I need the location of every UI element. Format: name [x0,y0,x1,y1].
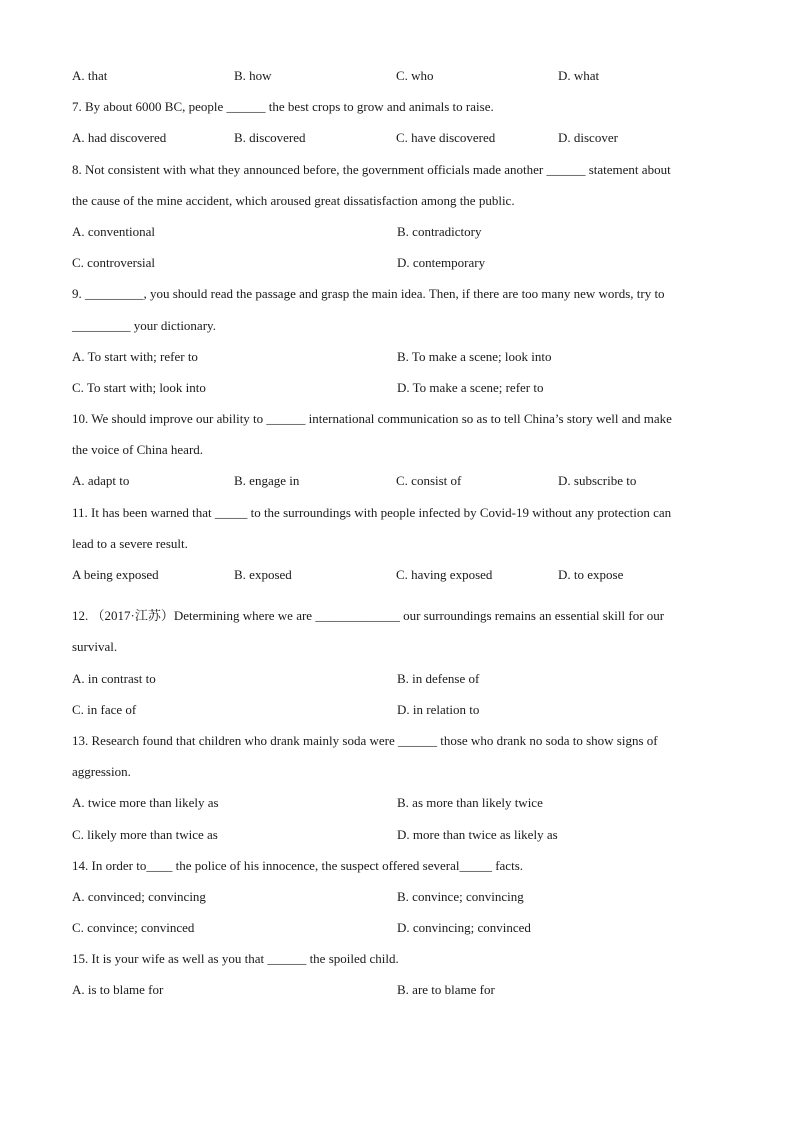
option-row [72,663,732,694]
option-row [72,372,732,403]
question-q10 [72,403,732,497]
option-row [72,787,732,818]
question-q12 [72,590,732,725]
answer-option: C. have discovered [396,130,496,146]
question-stem-line: 8. Not consistent with what they announced before, the government officials made another ______ statement about [72,161,671,177]
answer-option: A. is to blame for [72,982,164,998]
option-row [72,216,732,247]
answer-option: A. conventional [72,223,156,239]
answer-option: B. are to blame for [397,982,495,998]
answer-option: D. To make a scene; refer to [397,379,544,395]
question-stem-line: survival. [72,639,118,655]
answer-option: A. had discovered [72,130,167,146]
answer-option: B. To make a scene; look into [397,348,552,364]
question-stem-line: 11. It has been warned that _____ to the surroundings with people infected by Covid-19 without any protection can [72,504,672,520]
question-q13 [72,725,732,850]
answer-option: A. To start with; refer to [72,348,198,364]
question-stem-line: 13. Research found that children who drank mainly soda were ______ those who drank no soda to show signs of [72,732,658,748]
answer-option: D. discover [558,130,618,146]
answer-option: A. convinced; convincing [72,888,206,904]
answer-option: C. convince; convinced [72,920,195,936]
question-stem-line: 14. In order to____ the police of his innocence, the suspect offered several_____ facts. [72,857,524,873]
option-row [72,819,732,850]
option-row [72,974,732,1005]
question-stem-line: _________ your dictionary. [72,317,216,333]
question-q14 [72,850,732,944]
answer-option: D. what [558,68,600,83]
answer-option: D. contemporary [397,255,486,271]
answer-option: A. adapt to [72,473,130,489]
question-stem-line: the voice of China heard. [72,442,204,458]
option-row [72,559,732,590]
answer-option: C. likely more than twice as [72,826,218,842]
answer-option: B. engage in [234,473,300,489]
option-row [72,694,732,725]
answer-option: C. in face of [72,701,137,717]
answer-option: B. exposed [234,567,292,582]
answer-option: B. contradictory [397,223,482,239]
answer-option: B. in defense of [397,670,480,686]
answer-option: A. twice more than likely as [72,795,219,811]
question-stem-line: 7. By about 6000 BC, people ______ the best crops to grow and animals to raise. [72,99,494,115]
option-row [72,60,732,91]
option-row [72,465,732,496]
question-q6-tail [72,60,732,91]
question-stem-line: aggression. [72,764,131,780]
worksheet-page [72,60,732,1006]
answer-option: C. having exposed [396,567,493,582]
question-q7 [72,91,732,153]
answer-option: B. discovered [234,130,306,146]
question-q15 [72,943,732,1005]
question-stem-line: 15. It is your wife as well as you that ______ the spoiled child. [72,951,399,967]
answer-option: B. as more than likely twice [397,795,543,811]
option-row [72,122,732,153]
option-row [72,912,732,943]
answer-option: A being exposed [72,567,159,582]
answer-option: C. To start with; look into [72,379,206,395]
answer-option: D. to expose [558,567,624,582]
question-q9 [72,278,732,403]
option-row [72,341,732,372]
answer-option: C. consist of [396,473,462,489]
answer-option: D. more than twice as likely as [397,826,558,842]
question-stem-line: 10. We should improve our ability to ______ international communication so as to tell China’s story well and make [72,411,672,427]
option-row [72,881,732,912]
answer-option: D. subscribe to [558,473,637,489]
question-q11 [72,497,732,591]
answer-option: A. in contrast to [72,670,156,686]
answer-option: C. controversial [72,255,156,271]
answer-option: B. convince; convincing [397,888,524,904]
answer-option: D. in relation to [397,701,480,717]
question-stem-line: 9. _________, you should read the passage and grasp the main idea. Then, if there are too many new words, try to [72,286,665,302]
question-stem-line: lead to a severe result. [72,535,188,551]
question-stem-line: 12. （2017·江苏）Determining where we are _____________ our surroundings remains an essential skill for our [72,608,665,624]
answer-option: C. who [396,68,434,83]
answer-option: A. that [72,68,108,83]
answer-option: B. how [234,68,272,83]
answer-option: D. convincing; convinced [397,920,531,936]
question-stem-line: the cause of the mine accident, which aroused great dissatisfaction among the public. [72,192,515,208]
spacer [72,590,732,600]
question-q8 [72,154,732,279]
option-row [72,247,732,278]
